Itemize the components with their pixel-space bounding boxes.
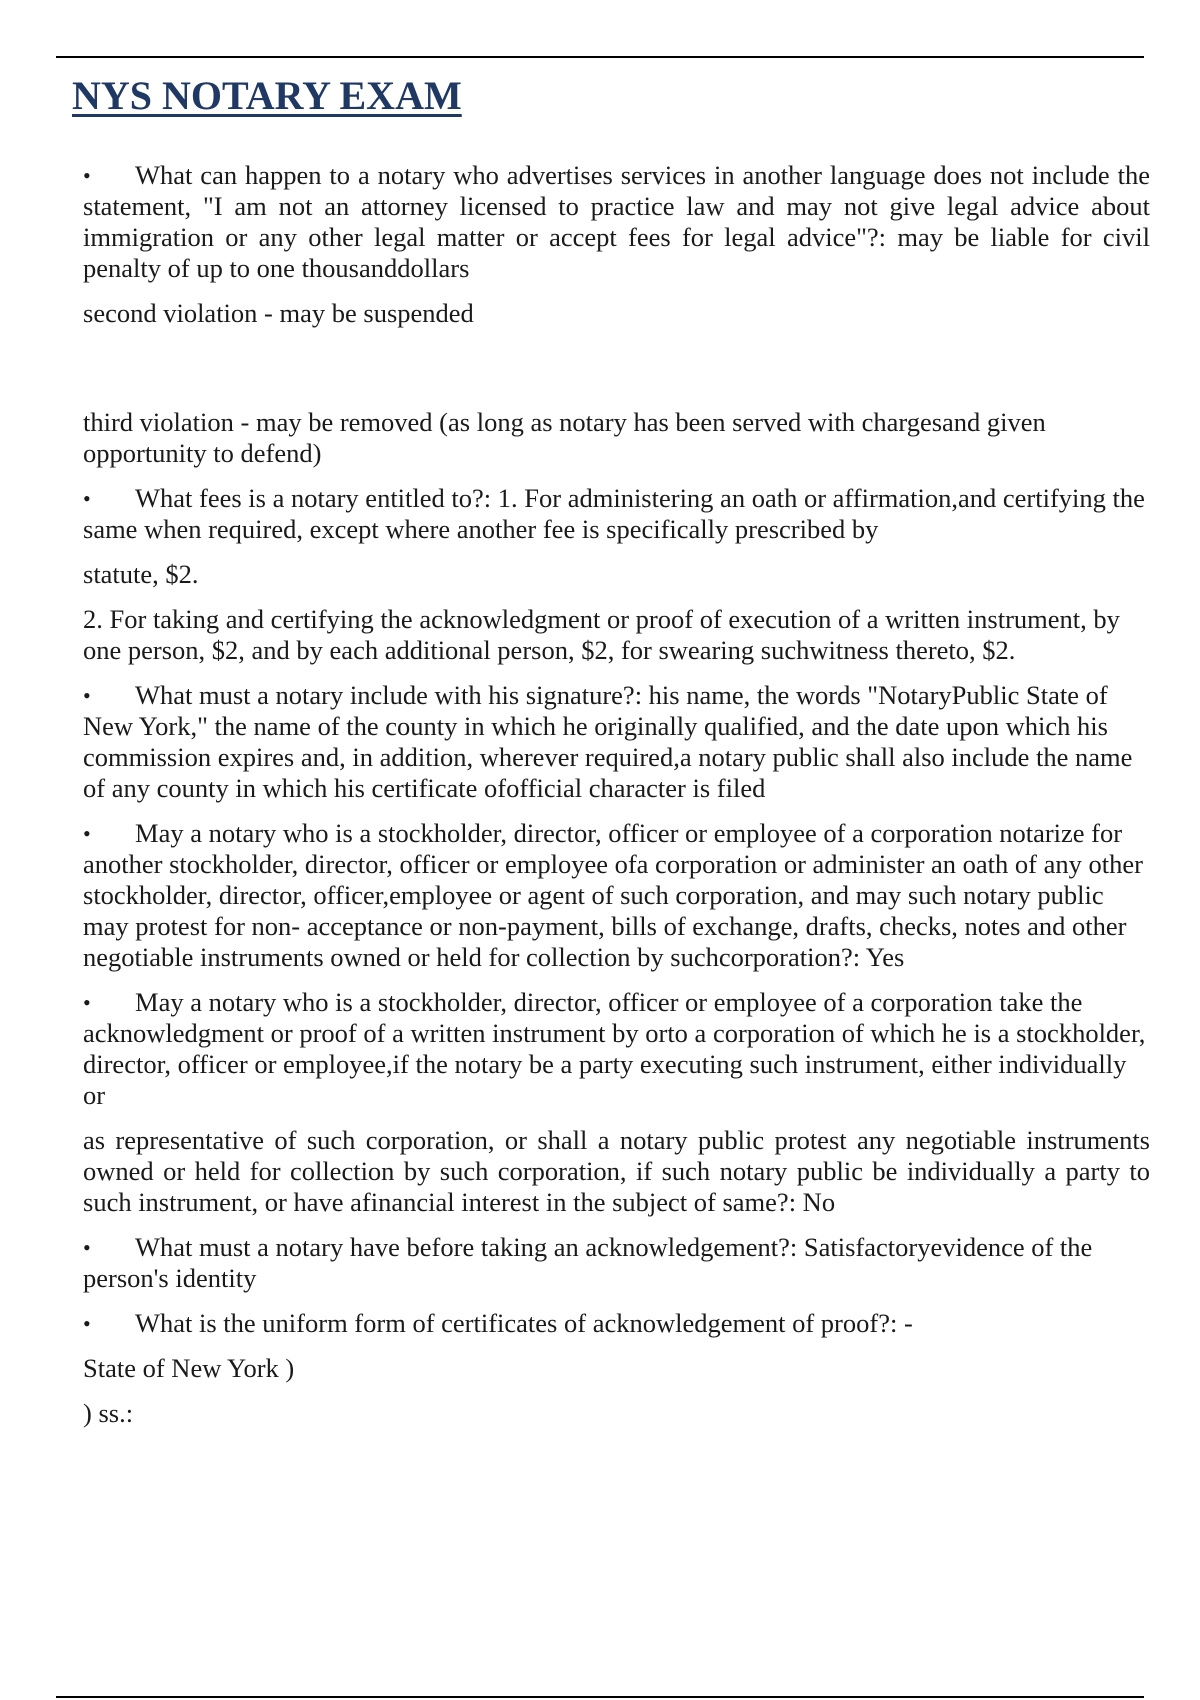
question-5-text: May a notary who is a stockholder, director, officer or employee of a corporation take the acknowledgment or proof of a written instrument by orto a corporation of which he is a stockholder, director, officer or employee,if the notary be a party executing such instrument, either individually or (83, 987, 1146, 1110)
bullet-icon: • (83, 821, 91, 846)
bullet-icon: • (83, 683, 91, 708)
bottom-rule (56, 1696, 1144, 1698)
question-1-line-2: second violation - may be suspended (83, 298, 474, 328)
question-1-line-3: third violation - may be removed (as long as notary has been served with chargesand given opportunity to defend) (83, 407, 1046, 468)
question-3 (83, 680, 1150, 804)
question-2 (83, 483, 1150, 545)
question-1-text: What can happen to a notary who advertises services in another language does not include the statement, "I am not an attorney licensed to practice law and may not give legal advice about immigration or any other legal matter or accept fees for legal advice"?: may be liable for civil penalty of up to one thousanddollars (83, 160, 1150, 283)
bullet-icon: • (83, 486, 91, 511)
question-7 (83, 1308, 1150, 1339)
document-body (83, 160, 1150, 1443)
question-7-line-2: State of New York ) (83, 1353, 295, 1383)
question-6 (83, 1232, 1150, 1294)
question-2-line-2: statute, $2. (83, 559, 199, 589)
question-7-line-3: ) ss.: (83, 1398, 134, 1428)
bullet-icon: • (83, 1235, 91, 1260)
document-title: NYS NOTARY EXAM (72, 73, 462, 118)
question-2-text: What fees is a notary entitled to?: 1. For administering an oath or affirmation,and certifying the same when required, except where another fee is specifically prescribed by (83, 483, 1145, 544)
question-3-text: What must a notary include with his signature?: his name, the words "NotaryPublic State of New York," the name of the county in which he originally qualified, and the date upon which his commission expires and, in addition, wherever required,a notary public shall also include the name of any county in which his certificate ofofficial character is filed (83, 680, 1133, 803)
question-1 (83, 160, 1150, 284)
bullet-icon: • (83, 990, 91, 1015)
question-2-line-3: 2. For taking and certifying the acknowledgment or proof of execution of a written instrument, by one person, $2, and by each additional person, $2, for swearing suchwitness thereto, $2. (83, 604, 1120, 665)
question-6-text: What must a notary have before taking an acknowledgement?: Satisfactoryevidence of the person's identity (83, 1232, 1093, 1293)
question-4-text: May a notary who is a stockholder, director, officer or employee of a corporation notarize for another stockholder, director, officer or employee ofa corporation or administer an oath of any other stockholder, director, officer,employee or agent of such corporation, and may such notary public may protest for non- acceptance or non-payment, bills of exchange, drafts, checks, notes and other negotiable instruments owned or held for collection by suchcorporation?: Yes (83, 818, 1143, 972)
question-7-text: What is the uniform form of certificates of acknowledgement of proof?: - (135, 1308, 913, 1338)
bullet-icon: • (83, 163, 91, 188)
question-5 (83, 987, 1150, 1111)
bullet-icon: • (83, 1311, 91, 1336)
top-rule (56, 56, 1144, 58)
question-4 (83, 818, 1150, 973)
question-5-line-2: as representative of such corporation, or shall a notary public protest any negotiable instruments owned or held for collection by such corporation, if such notary public be individually a party to such instrument, or have afinancial interest in the subject of same?: No (83, 1125, 1150, 1217)
